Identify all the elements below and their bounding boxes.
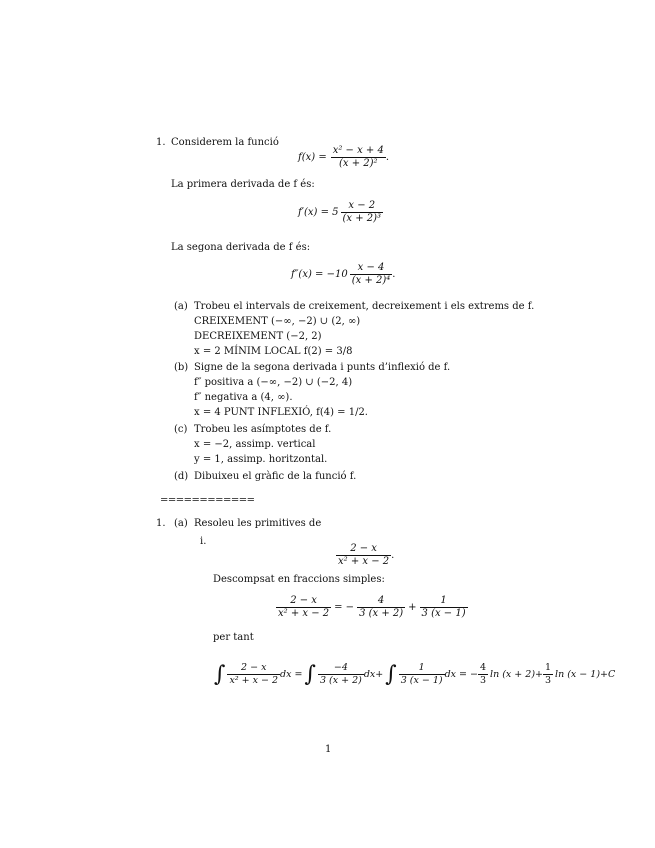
term2-denominator: 3 (x + 2) [319, 675, 362, 686]
integral-term3 [399, 662, 445, 687]
second-derivative [291, 262, 395, 287]
integral-sign-icon: ∫ [385, 661, 397, 687]
function-definition [298, 145, 389, 170]
part-a-text: Trobeu el intervals de creixement, decreixement i els extrems de f. [194, 301, 535, 312]
pf-left-numerator: 2 − x [276, 595, 331, 608]
pf-middle-numerator: 4 [357, 595, 405, 608]
integral-term2 [318, 662, 364, 687]
part-b-line: f″ negativa a (4, ∞). [194, 392, 293, 403]
pf-middle-denominator: 3 (x + 2) [359, 608, 404, 619]
part-b-text: Signe de la segona derivada i punts d’inflexió de f. [194, 362, 451, 373]
part-c-line: y = 1, assimp. horitzontal. [194, 454, 328, 465]
part-a-tag: (a) [174, 301, 188, 312]
fprime-numerator: x − 2 [341, 200, 384, 213]
decomposition-label: Descompsat en fraccions simples: [213, 574, 385, 585]
integral-term1 [227, 662, 280, 687]
part-c-text: Trobeu les asímptotes de f. [194, 424, 332, 435]
part-a-line: CREIXEMENT (−∞, −2) ∪ (2, ∞) [194, 316, 361, 327]
partial-fractions [276, 595, 468, 620]
integrand-expression [336, 543, 394, 568]
pf-right-fraction [420, 595, 468, 620]
pf-right-numerator: 1 [420, 595, 468, 608]
fsecond-fraction [350, 262, 396, 287]
dx-equals-minus: dx = − [444, 668, 478, 680]
fprime-lhs: f′(x) = 5 [298, 206, 339, 218]
page-number: 1 [325, 744, 332, 755]
problem-number: 1. [156, 137, 166, 148]
f-fraction [331, 145, 386, 170]
per-tant-label: per tant [213, 632, 254, 643]
f-numerator: x² − x + 4 [332, 145, 384, 156]
pf-right-denominator: 3 (x − 1) [421, 608, 466, 619]
coef2-denominator: 3 [545, 675, 552, 686]
fsecond-lhs: f″(x) = −10 [291, 268, 348, 280]
first-derivative-label: La primera derivada de f és: [171, 179, 315, 190]
integral-sign-icon: ∫ [214, 661, 226, 687]
coefficient-fraction [478, 662, 488, 687]
integrand-tail: . [391, 549, 395, 561]
pf-middle-fraction [357, 595, 405, 620]
log-term: ln (x − 1)+C [555, 668, 616, 680]
integrand-numerator: 2 − x [336, 543, 391, 556]
fsecond-denominator: (x + 2)⁴ [351, 275, 391, 286]
term1-denominator: x² + x − 2 [229, 675, 279, 686]
fsecond-tail: . [392, 268, 396, 280]
pf-left-denominator: x² + x − 2 [278, 608, 330, 619]
dx-plus: dx+ [363, 668, 384, 680]
coef2-numerator: 1 [545, 662, 552, 673]
pf-left-fraction [276, 595, 331, 620]
pf-equals: = − [334, 601, 355, 613]
part-c-line: x = −2, assimp. vertical [194, 439, 316, 450]
integrand-fraction [336, 543, 391, 568]
part-a-tag: (a) [174, 518, 188, 529]
fprime-fraction [341, 200, 384, 225]
f-denominator: (x + 2)² [338, 158, 378, 169]
part-d-text: Dibuixeu el gràfic de la funció f. [194, 471, 357, 482]
term2-numerator: −4 [318, 662, 364, 675]
f-lhs: f(x) = [298, 151, 327, 163]
part-a-line: x = 2 MÍNIM LOCAL f(2) = 3/8 [194, 346, 353, 357]
problem-intro: Considerem la funció [171, 137, 279, 148]
coefficient-fraction [543, 662, 553, 687]
term3-denominator: 3 (x − 1) [400, 675, 443, 686]
f-tail: . [385, 151, 390, 163]
subpart-i-tag: i. [200, 536, 207, 547]
separator: ============ [160, 495, 255, 506]
part-a-line: DECREIXEMENT (−2, 2) [194, 331, 322, 342]
integral-sign-icon: ∫ [304, 661, 316, 687]
dx-equals: dx = [280, 668, 303, 680]
part-b-tag: (b) [174, 362, 189, 373]
term3-numerator: 1 [399, 662, 445, 675]
pf-plus: + [408, 601, 417, 613]
term1-numerator: 2 − x [227, 662, 280, 675]
part-b-line: f″ positiva a (−∞, −2) ∪ (−2, 4) [194, 377, 353, 388]
problem-number: 1. [156, 518, 166, 529]
part-a-text: Resoleu les primitives de [194, 518, 322, 529]
integrand-denominator: x² + x − 2 [338, 556, 390, 567]
coef1-numerator: 4 [480, 662, 487, 673]
part-d-tag: (d) [174, 471, 189, 482]
log-term: ln (x + 2)+ [490, 668, 543, 680]
integral-result [212, 662, 615, 687]
part-c-tag: (c) [174, 424, 188, 435]
second-derivative-label: La segona derivada de f és: [171, 242, 311, 253]
coef1-denominator: 3 [480, 675, 487, 686]
fsecond-numerator: x − 4 [350, 262, 393, 275]
first-derivative [298, 200, 383, 225]
part-b-line: x = 4 PUNT INFLEXIÓ, f(4) = 1/2. [194, 407, 368, 418]
fprime-denominator: (x + 2)³ [342, 213, 382, 224]
